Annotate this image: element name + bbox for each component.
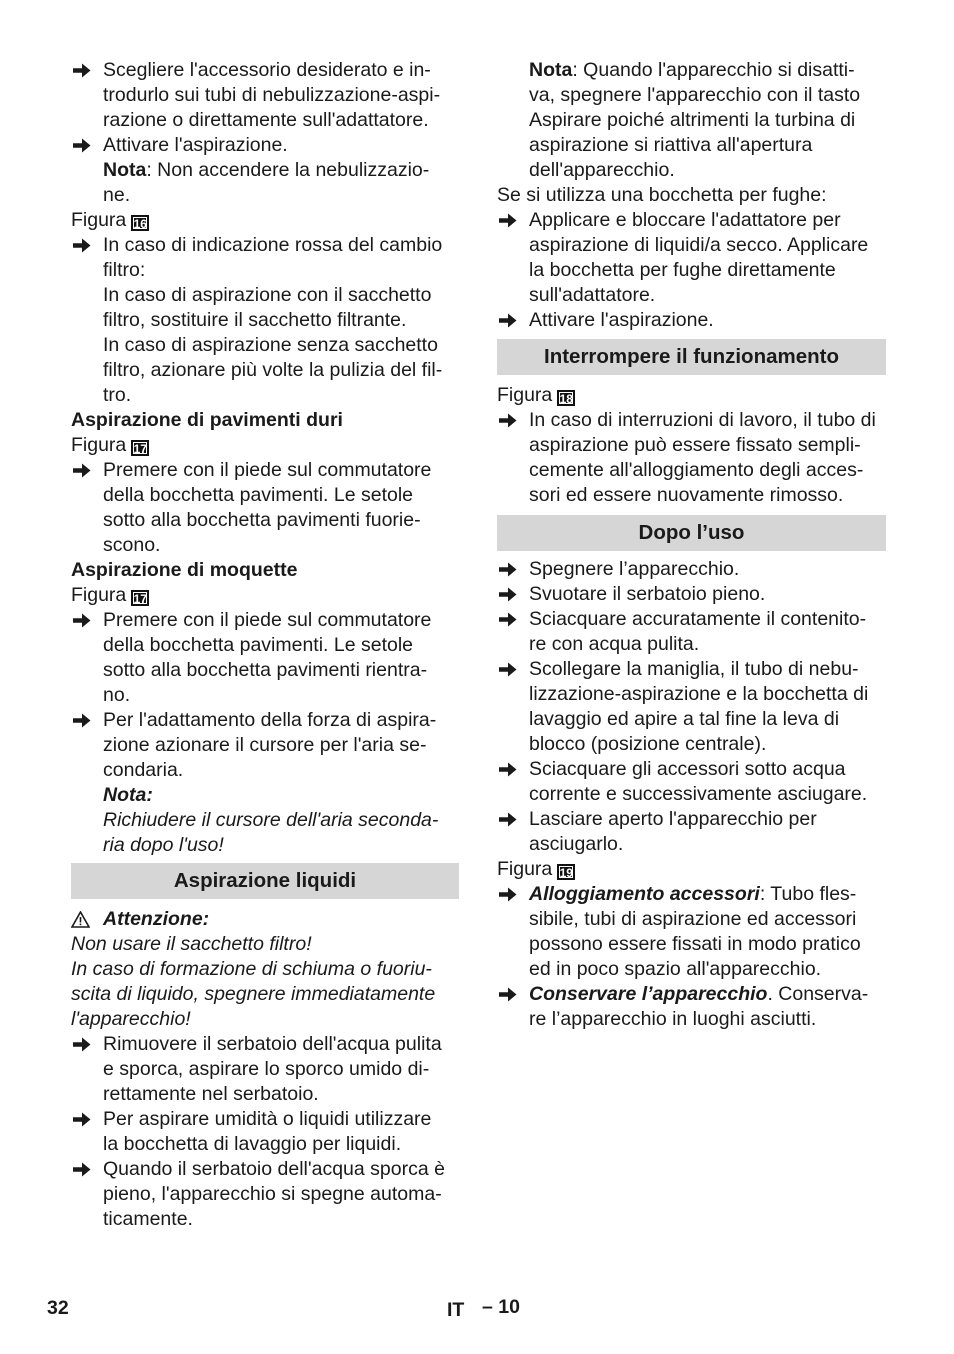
- language-code: IT: [447, 1299, 465, 1321]
- arrow-right-icon: [73, 1107, 93, 1132]
- bullet-rinse-container: Sciacquare accuratamente il contenito- re con acqua pulita.: [497, 607, 886, 657]
- warning-heading: Attenzione:: [71, 907, 459, 932]
- bullet-remove-tank: Rimuovere il serbatoio dell'acqua pulita e sporca, aspirare lo sporco umido di- rettamente nel serbatoio.: [71, 1032, 459, 1107]
- figure-number-badge: 18: [557, 390, 575, 406]
- nota-line: Nota: Non accendere la nebulizzazio-: [103, 159, 430, 181]
- crevice-intro: Se si utilizza una bocchetta per fughe:: [497, 184, 827, 206]
- bullet-adjust-suction: Per l'adattamento della forza di aspira- zione azionare il cursore per l'aria se- condaria. Nota: Richiudere il cursore dell'aria seconda- ria dopo l'uso!: [71, 708, 459, 858]
- bullet-empty-tank: Svuotare il serbatoio pieno.: [497, 582, 886, 607]
- arrow-right-icon: [73, 1157, 93, 1182]
- bullet-switch-off: Spegnere l’apparecchio.: [497, 557, 886, 582]
- arrow-right-icon: [499, 982, 519, 1007]
- bullet-liquid-nozzle: Per aspirare umidità o liquidi utilizzare la bocchetta di lavaggio per liquidi.: [71, 1107, 459, 1157]
- figure-ref: Figura 17: [71, 583, 459, 608]
- arrow-right-icon: [499, 408, 519, 433]
- bullet-rinse-accessories: Sciacquare gli accessori sotto acqua corrente e successivamente asciugare.: [497, 757, 886, 807]
- arrow-right-icon: [73, 58, 93, 83]
- arrow-right-icon: [499, 208, 519, 233]
- section-header-liquid-suction: Aspirazione liquidi: [71, 863, 459, 899]
- arrow-right-icon: [499, 582, 519, 607]
- arrow-right-icon: [73, 233, 93, 258]
- arrow-right-icon: [499, 607, 519, 632]
- arrow-right-icon: [73, 608, 93, 633]
- arrow-right-icon: [499, 657, 519, 682]
- bullet-press-switch-out: Premere con il piede sul commutatore della bocchetta pavimenti. Le setole sotto alla bocchetta pavimenti fuorie- scono.: [71, 458, 459, 558]
- arrow-right-icon: [499, 807, 519, 832]
- figure-ref: Figura 17: [71, 433, 459, 458]
- nota-block: Nota: Quando l'apparecchio si disatti- va, spegnere l'apparecchio con il tasto Aspirare poiché altrimenti la turbina di aspirazione si riattiva all'apertura dell'apparecchio.: [529, 59, 861, 181]
- right-column: [497, 58, 886, 1032]
- bullet-store-device: Conservare l’apparecchio. Conserva- re l’apparecchio in luoghi asciutti.: [497, 982, 886, 1032]
- arrow-right-icon: [73, 458, 93, 483]
- figure-ref: Figura 18: [497, 383, 886, 408]
- page-number: 32: [47, 1297, 69, 1319]
- bullet-press-switch-in: Premere con il piede sul commutatore della bocchetta pavimenti. Le setole sotto alla bocchetta pavimenti rientra- no.: [71, 608, 459, 708]
- bullet-activate-suction: Attivare l'aspirazione. Nota: Non accendere la nebulizzazio- ne.: [71, 133, 459, 208]
- left-column: Scegliere l'accessorio desiderato e in- trodurlo sui tubi di nebulizzazione-aspi- razione o direttamente sull'adattatore. Attivare l'aspirazione. Nota: Non accendere la nebulizzazio- ne. Figura 16 In caso di indicazione rossa del cambio filtro: In caso di aspirazione con il sacchetto filtro, sostituire il sacchetto filtrante. In caso di aspirazione senza sacchetto filtro, azionare più volte la pulizia del fil- tro. Aspirazione di pavimenti duri Figura 17 Premere con il piede sul commutatore della bocchetta pavimenti. Le setole sotto alla bocchetta pavimenti fuorie- scono. Aspirazione di moquette Figura 17 Premere con il piede sul commutatore della bocchetta pavimenti. Le setole sotto alla bocchetta pavimenti rientra- no. Per l'adattamento della forza di aspira- zione azionare il cursore per l'aria se- condaria. Nota: Richiudere il cursore dell'aria seconda- ria dopo l'uso! Aspirazione liquidi Attenzione: Non usare il sacchetto filtro! In caso di formazione di schiuma o fuoriu- scita di liquido, spegnere immediatamente l'apparecchio! Rimuovere il serbatoio dell'acqua pulita e sporca, aspirare lo sporco umido di- rettamente nel serbatoio. Per aspirare umidità o liquidi utilizzare la bocchetta di lavaggio per liquidi. Quando il serbatoio dell'acqua sporca è pieno, l'apparecchio si spegne automa- ticamente.: [71, 58, 459, 1232]
- subheading-carpet: Aspirazione di moquette: [71, 559, 298, 581]
- arrow-right-icon: [73, 133, 93, 158]
- bullet-filter-indicator: In caso di indicazione rossa del cambio filtro: In caso di aspirazione con il sacchetto filtro, sostituire il sacchetto filtrante. In caso di aspirazione senza sacchetto filtro, azionare più volte la pulizia del fil- tro.: [71, 233, 459, 408]
- bullet-activate-suction-2: Attivare l'aspirazione.: [497, 308, 886, 333]
- bullet-select-accessory: Scegliere l'accessorio desiderato e in- trodurlo sui tubi di nebulizzazione-aspi- razione o direttamente sull'adattatore.: [71, 58, 459, 133]
- figure-ref: Figura 19: [497, 857, 886, 882]
- section-header-after-use: Dopo l’uso: [497, 515, 886, 551]
- figure-ref: Figura 16: [71, 208, 459, 233]
- figure-number-badge: 19: [557, 864, 575, 880]
- figure-number-badge: 17: [131, 440, 149, 456]
- arrow-right-icon: [499, 757, 519, 782]
- arrow-right-icon: [73, 708, 93, 733]
- bullet-apply-adapter: Applicare e bloccare l'adattatore per aspirazione di liquidi/a secco. Applicare la bocchetta per fughe direttamente sull'adattatore.: [497, 208, 886, 308]
- bullet-interruption: In caso di interruzioni di lavoro, il tubo di aspirazione può essere fissato sempli- cemente all'alloggiamento degli acces- sori ed essere nuovamente rimosso.: [497, 408, 886, 508]
- section-page-number: – 10: [482, 1296, 520, 1318]
- warning-triangle-icon: [71, 910, 90, 935]
- arrow-right-icon: [499, 882, 519, 907]
- section-header-interrupt: Interrompere il funzionamento: [497, 339, 886, 375]
- subheading-hard-floors: Aspirazione di pavimenti duri: [71, 409, 343, 431]
- figure-number-badge: 17: [131, 590, 149, 606]
- bullet-accessory-storage: Alloggiamento accessori: Tubo fles- sibile, tubi di aspirazione ed accessori possono essere fissati in modo pratico ed in poco spazio all'apparecchio.: [497, 882, 886, 982]
- bullet-disconnect: Scollegare la maniglia, il tubo di nebu- lizzazione-aspirazione e la bocchetta di lavaggio ed apire a tal fine la leva di blocco (posizione centrale).: [497, 657, 886, 757]
- figure-number-badge: 16: [131, 215, 149, 231]
- arrow-right-icon: [499, 308, 519, 333]
- arrow-right-icon: [499, 557, 519, 582]
- arrow-right-icon: [73, 1032, 93, 1057]
- bullet-auto-shutoff: Quando il serbatoio dell'acqua sporca è pieno, l'apparecchio si spegne automa- ticamente.: [71, 1157, 459, 1232]
- bullet-leave-open: Lasciare aperto l'apparecchio per asciugarlo.: [497, 807, 886, 857]
